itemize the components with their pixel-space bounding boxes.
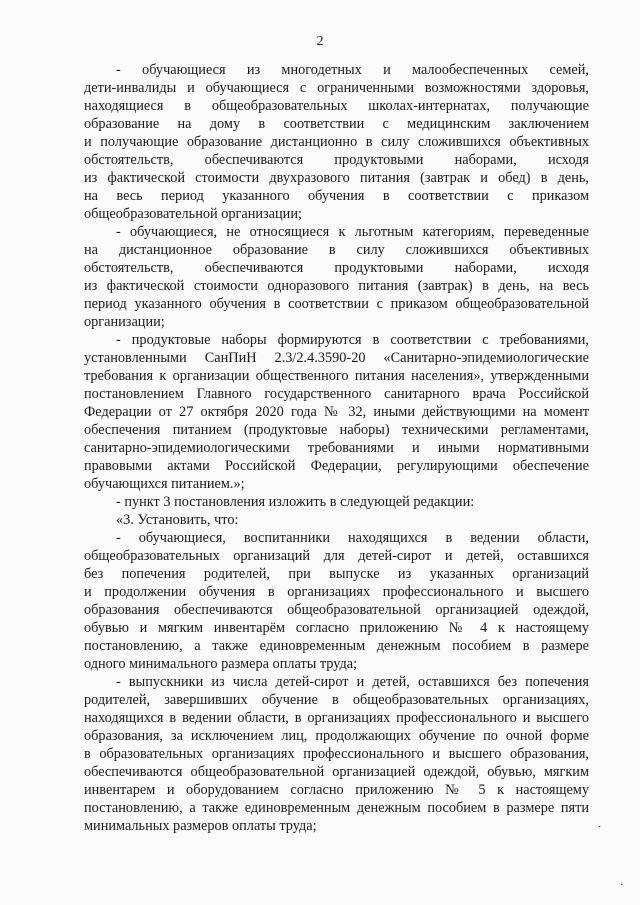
scan-speck: · bbox=[598, 822, 602, 833]
text-line: постановлению, а также единовременным денежным пособием в размере bbox=[84, 638, 589, 654]
text-line: инвентарем и оборудованием согласно приложению № 5 к настоящему bbox=[84, 782, 589, 798]
text-line: из фактической стоимости одноразового питания (завтрак) в день, на весь bbox=[84, 278, 589, 294]
text-line: общеобразовательной организации; bbox=[84, 206, 302, 222]
text-line: в образовательных организациях профессионального и высшего образования, bbox=[84, 746, 589, 762]
text-line: общеобразовательных организаций для детей-сирот и детей, оставшихся bbox=[84, 548, 589, 564]
text-line: «3. Установить, что: bbox=[116, 512, 239, 528]
text-line: обувью и мягким инвентарём согласно приложению № 4 к настоящему bbox=[84, 620, 589, 636]
text-line: организации; bbox=[84, 314, 165, 330]
page-number: 2 bbox=[316, 34, 324, 49]
text-line: находящиеся в общеобразовательных школах-интернатах, получающие bbox=[84, 98, 589, 114]
text-line: - обучающиеся, воспитанники находящихся в ведении области, bbox=[116, 530, 589, 546]
text-line: обеспечения питанием (продуктовые наборы) техническими регламентами, bbox=[84, 422, 589, 438]
text-line: родителей, завершивших обучение в общеобразовательных организациях, bbox=[84, 692, 589, 708]
text-line: находящихся в ведении области, в организациях профессионального и высшего bbox=[84, 710, 589, 726]
text-line: без попечения родителей, при выпуске из указанных организаций bbox=[84, 566, 589, 582]
text-line: обучающихся питанием.»; bbox=[84, 476, 245, 492]
text-line: обеспечиваются общеобразовательной организацией одеждой, обувью, мягким bbox=[84, 764, 589, 780]
text-line: - обучающиеся из многодетных и малообеспеченных семей, bbox=[116, 62, 589, 78]
text-line: образования, за исключением лиц, продолжающих обучение по очной форме bbox=[84, 728, 589, 744]
text-line: из фактической стоимости двухразового питания (завтрак и обед) в день, bbox=[84, 170, 589, 186]
text-line: и получающие образование дистанционно в силу сложившихся объективных bbox=[84, 134, 589, 150]
text-line: требования к организации общественного питания населения», утвержденными bbox=[84, 368, 589, 384]
text-line: обстоятельств, обеспечиваются продуктовыми наборами, исходя bbox=[84, 260, 589, 276]
text-line: минимальных размеров оплаты труда; bbox=[84, 818, 317, 834]
text-line: - пункт 3 постановления изложить в следующей редакции: bbox=[116, 494, 475, 510]
text-line: Федерации от 27 октября 2020 года № 32, иными действующими на момент bbox=[84, 404, 589, 420]
text-line: одного минимального размера оплаты труда; bbox=[84, 656, 358, 672]
text-line: на дистанционное образование в силу сложившихся объективных bbox=[84, 242, 589, 258]
scan-speck: · bbox=[620, 880, 624, 891]
text-line: период указанного обучения в соответствии с приказом общеобразовательной bbox=[84, 296, 589, 312]
text-line: правовыми актами Российской Федерации, регулирующими обеспечение bbox=[84, 458, 589, 474]
text-line: на весь период указанного обучения в соответствии с приказом bbox=[84, 188, 589, 204]
text-line: дети-инвалиды и обучающиеся с ограниченными возможностями здоровья, bbox=[84, 80, 589, 96]
text-line: обстоятельств, обеспечиваются продуктовыми наборами, исходя bbox=[84, 152, 589, 168]
text-line: образования обеспечиваются общеобразовательной организацией одеждой, bbox=[84, 602, 589, 618]
text-line: образование на дому в соответствии с медицинским заключением bbox=[84, 116, 589, 132]
text-line: постановлением Главного государственного санитарного врача Российской bbox=[84, 386, 589, 402]
text-line: - выпускники из числа детей-сирот и детей, оставшихся без попечения bbox=[116, 674, 589, 690]
text-line: постановлению, а также единовременным денежным пособием в размере пяти bbox=[84, 800, 589, 816]
text-line: - продуктовые наборы формируются в соответствии с требованиями, bbox=[116, 332, 589, 348]
text-line: санитарно-эпидемиологическими требованиями и иными нормативными bbox=[84, 440, 589, 456]
text-line: и продолжении обучения в организациях профессионального и высшего bbox=[84, 584, 589, 600]
text-line: - обучающиеся, не относящиеся к льготным категориям, переведенные bbox=[116, 224, 589, 240]
text-line: установленными СанПиН 2.3/2.4.3590-20 «Санитарно-эпидемиологические bbox=[84, 350, 589, 366]
